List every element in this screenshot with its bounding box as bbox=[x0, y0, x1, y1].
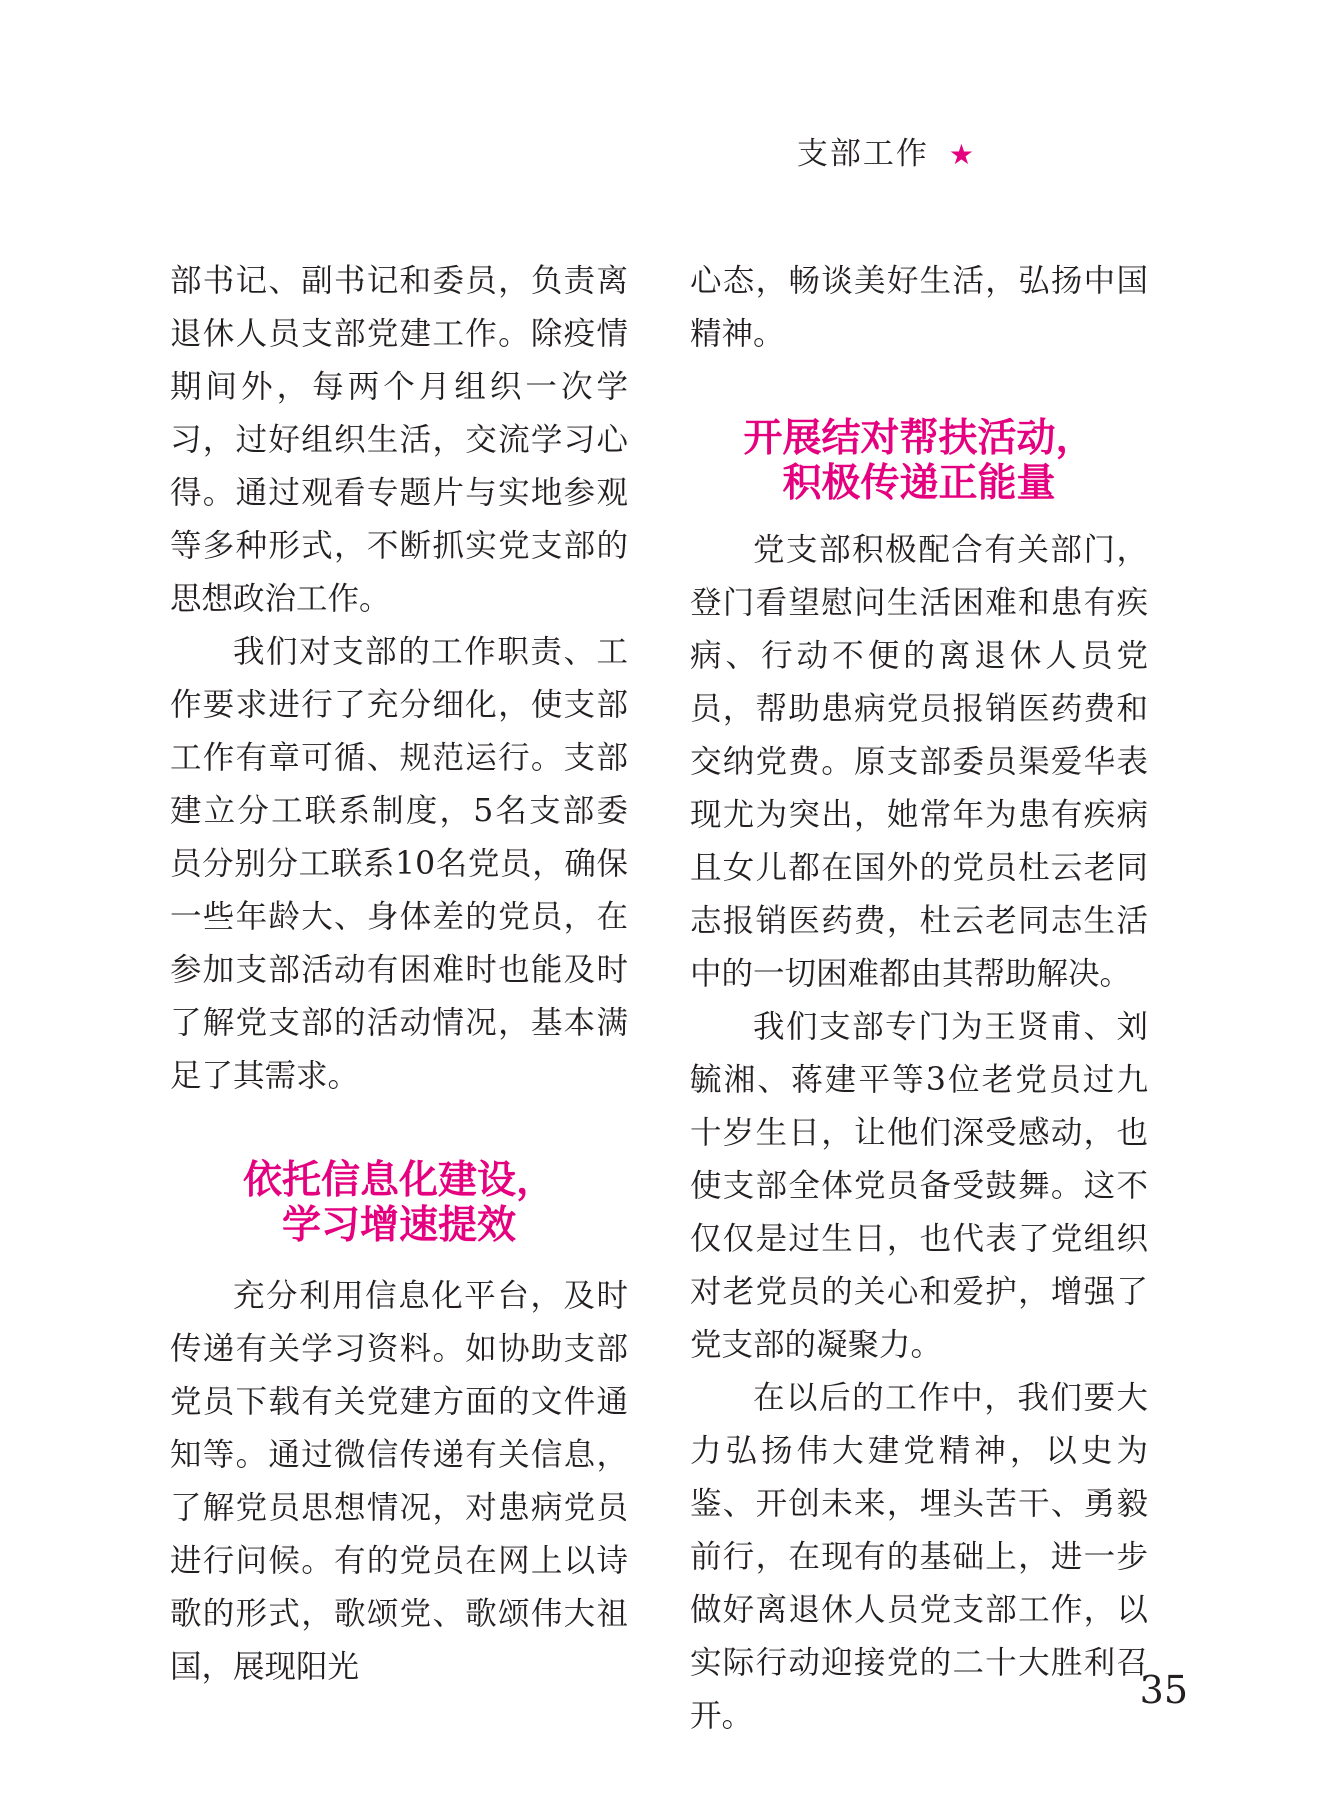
paragraph: 在以后的工作中，我们要大力弘扬伟大建党精神，以史为鉴、开创未来，埋头苦干、勇毅前行，在现有的基础上，进一步做好离退休人员党支部工作，以实际行动迎接党的二十大胜利召开。 bbox=[690, 1380, 1148, 1734]
section-heading-pairing-support bbox=[690, 416, 1148, 506]
section-heading-informatization bbox=[170, 1158, 628, 1248]
page-number: 35 bbox=[1139, 1668, 1188, 1712]
section-heading-line: 依托信息化建设， bbox=[242, 1158, 555, 1203]
paragraph: 我们对支部的工作职责、工作要求进行了充分细化，使支部工作有章可循、规范运行。支部建立分工联系制度，5名支部委员分别分工联系10名党员，确保一些年龄大、身体差的党员，在参加支部活动有困难时也能及时了解党支部的活动情况，基本满足了其需求。 bbox=[170, 634, 628, 1094]
right-column bbox=[690, 255, 1148, 1743]
section-heading-line: 学习增速提效 bbox=[281, 1203, 516, 1248]
left-column bbox=[170, 255, 628, 1694]
paragraph: 充分利用信息化平台，及时传递有关学习资料。如协助支部党员下载有关党建方面的文件通知等。通过微信传递有关信息，了解党员思想情况，对患病党员进行问候。有的党员在网上以诗歌的形式，歌颂党、歌颂伟大祖国，展现阳光 bbox=[170, 1278, 628, 1685]
section-heading-line: 开展结对帮扶活动， bbox=[743, 416, 1095, 461]
section-label: 支部工作 bbox=[796, 136, 929, 172]
section-heading-line: 积极传递正能量 bbox=[782, 461, 1056, 506]
running-header bbox=[797, 128, 976, 173]
paragraph: 我们支部专门为王贤甫、刘毓湘、蒋建平等3位老党员过九十岁生日，让他们深受感动，也使支部全体党员备受鼓舞。这不仅仅是过生日，也代表了党组织对老党员的关心和爱护，增强了党支部的凝聚力。 bbox=[690, 1009, 1148, 1363]
paragraph: 部书记、副书记和委员，负责离退休人员支部党建工作。除疫情期间外，每两个月组织一次学习，过好组织生活，交流学习心得。通过观看专题片与实地参观等多种形式，不断抓实党支部的思想政治工作。 bbox=[170, 263, 628, 617]
star-icon: ★ bbox=[948, 138, 976, 171]
paragraph: 心态，畅谈美好生活，弘扬中国精神。 bbox=[690, 263, 1148, 352]
paragraph: 党支部积极配合有关部门，登门看望慰问生活困难和患有疾病、行动不便的离退休人员党员，帮助患病党员报销医药费和交纳党费。原支部委员渠爱华表现尤为突出，她常年为患有疾病且女儿都在国外的党员杜云老同志报销医药费，杜云老同志生活中的一切困难都由其帮助解决。 bbox=[690, 532, 1148, 992]
